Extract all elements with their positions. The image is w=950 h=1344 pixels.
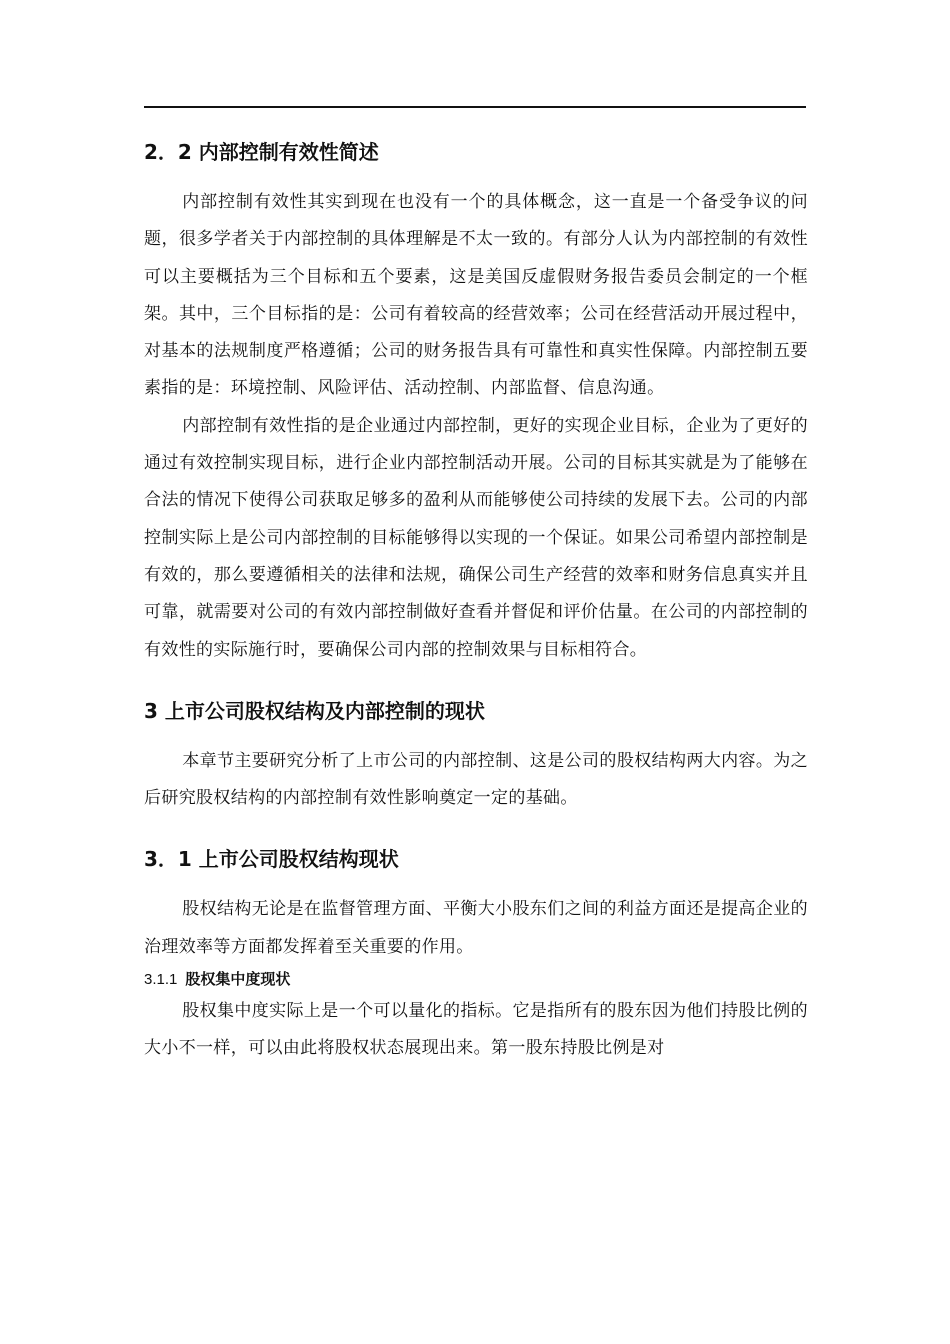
subsection-heading-3-1-1 — [144, 966, 808, 993]
section-heading-2-2: 2．2 内部控制有效性简述 — [144, 140, 379, 164]
page-content — [144, 132, 808, 1068]
subsection-number: 3.1.1 — [144, 971, 178, 989]
section-heading-3: 3 上市公司股权结构及内部控制的现状 — [144, 698, 485, 723]
paragraph: 内部控制有效性指的是企业通过内部控制，更好的实现企业目标，企业为了更好的通过有效控制实现目标，进行企业内部控制活动开展。公司的目标其实就是为了能够在合法的情况下使得公司获取足够多的盈利从而能够使公司持续的发展下去。公司的内部控制实际上是公司内部控制的目标能够得以实现的一个保证。如果公司希望内部控制是有效的，那么要遵循相关的法律和法规，确保公司生产经营的效率和财务信息真实并且可靠，就需要对公司的有效内部控制做好查看并督促和评价估量。在公司的内部控制的有效性的实际施行时，要确保公司内部的控制效果与目标相符合。 — [144, 415, 808, 660]
paragraph: 股权结构无论是在监督管理方面、平衡大小股东们之间的利益方面还是提高企业的治理效率等方面都发挥着至关重要的作用。 — [144, 899, 808, 957]
subsection-title: 股权集中度现状 — [185, 970, 291, 989]
paragraph: 股权集中度实际上是一个可以量化的指标。它是指所有的股东因为他们持股比例的大小不一样，可以由此将股权状态展现出来。第一股东持股比例是对 — [144, 1001, 808, 1059]
header-rule — [144, 106, 806, 108]
paragraph: 本章节主要研究分析了上市公司的内部控制、这是公司的股权结构两大内容。为之后研究股权结构的内部控制有效性影响奠定一定的基础。 — [144, 750, 808, 809]
section-heading-3-1: 3．1 上市公司股权结构现状 — [144, 847, 399, 872]
paragraph: 内部控制有效性其实到现在也没有一个的具体概念，这一直是一个备受争议的问题，很多学者关于内部控制的具体理解是不太一致的。有部分人认为内部控制的有效性可以主要概括为三个目标和五个要素，这是美国反虚假财务报告委员会制定的一个框架。其中，三个目标指的是：公司有着较高的经营效率；公司在经营活动开展过程中，对基本的法规制度严格遵循；公司的财务报告具有可靠性和真实性保障。内部控制五要素指的是：环境控制、风险评估、活动控制、内部监督、信息沟通。 — [144, 192, 808, 399]
